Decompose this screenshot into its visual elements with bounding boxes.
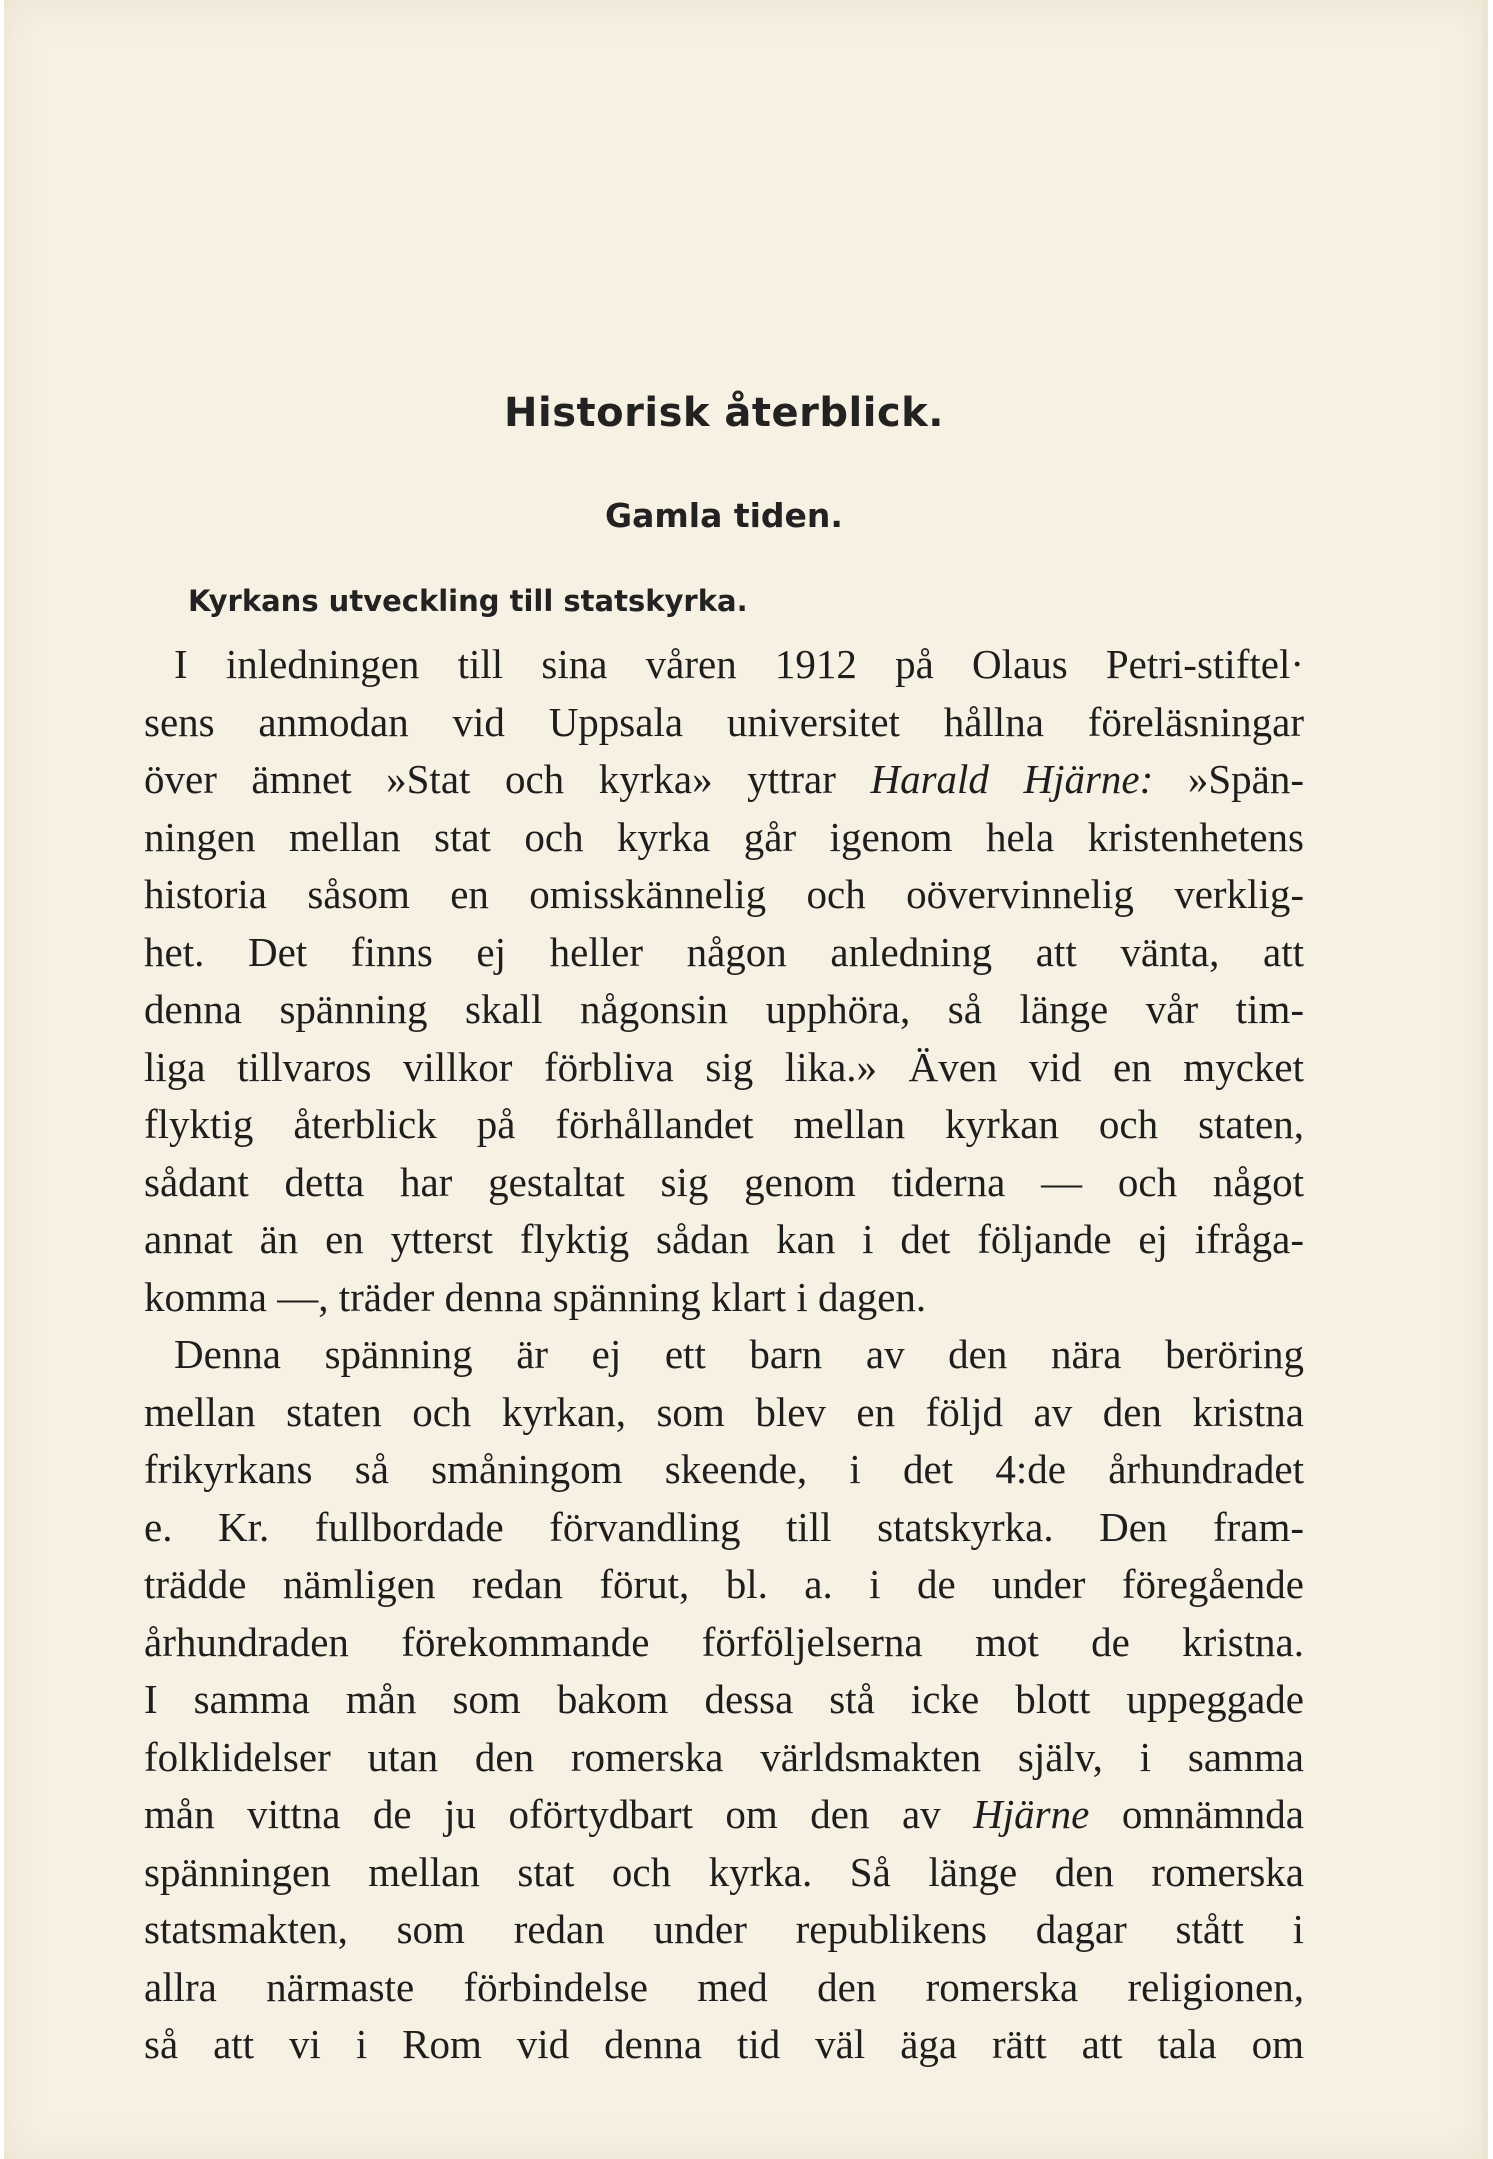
text-line: frikyrkans så småningom skeende, i det 4:de århundradet [144, 1446, 1304, 1492]
text-run: över ämnet »Stat och kyrka» yttrar [144, 756, 871, 802]
text-line: denna spänning skall någonsin upphöra, så länge vår tim- [144, 986, 1304, 1032]
text-line: spänningen mellan stat och kyrka. Så länge den romerska [144, 1848, 1304, 1895]
text-line: I inledningen till sina våren 1912 på Olaus Petri-stiftel· [174, 641, 1304, 687]
document-page [4, 0, 1488, 2159]
page-edge [1482, 0, 1488, 2159]
text-line: Denna spänning är ej ett barn av den nära beröring [174, 1331, 1304, 1377]
text-line: I samma mån som bakom dessa stå icke blott uppeggade [144, 1676, 1304, 1722]
text-line: sådant detta har gestaltat sig genom tiderna — och något [144, 1158, 1304, 1205]
text-line: ningen mellan stat och kyrka går igenom hela kristenhetens [144, 813, 1304, 860]
text-line: så att vi i Rom vid denna tid väl äga rätt att tala om [144, 2021, 1304, 2067]
text-line: flyktig återblick på förhållandet mellan kyrkan och staten, [144, 1101, 1304, 1147]
text-run: mån vittna de ju oförtydbart om den av [144, 1791, 974, 1837]
page-title: Historisk återblick. [504, 390, 944, 436]
body-text [144, 636, 1304, 2074]
text-run: omnämnda [1089, 1791, 1304, 1837]
chapter-subtitle: Gamla tiden. [605, 496, 843, 535]
text-line: mellan staten och kyrkan, som blev en följd av den kristna [144, 1388, 1304, 1435]
author-name-italic: Harald Hjärne: [870, 756, 1154, 802]
text-line: sens anmodan vid Uppsala universitet hållna föreläsningar [144, 698, 1304, 745]
text-line: annat än en ytterst flyktig sådan kan i det följande ej ifråga- [144, 1216, 1304, 1262]
text-line: e. Kr. fullbordade förvandling till statskyrka. Den fram- [144, 1503, 1304, 1550]
text-line: folklidelser utan den romerska världsmakten själv, i samma [144, 1733, 1304, 1780]
text-line [144, 1786, 1304, 1844]
text-line: liga tillvaros villkor förbliva sig lika.» Även vid en mycket [144, 1043, 1304, 1090]
text-line: århundraden förekommande förföljelserna mot de kristna. [144, 1618, 1304, 1665]
text-run: »Spän- [1153, 756, 1305, 802]
section-heading: Kyrkans utveckling till statskyrka. [188, 584, 748, 618]
text-line: komma —, träder denna spänning klart i dagen. [144, 1273, 927, 1320]
text-line [144, 751, 1304, 809]
text-line: trädde nämligen redan förut, bl. a. i de under föregående [144, 1561, 1304, 1607]
text-line: statsmakten, som redan under republikens dagar stått i [144, 1906, 1304, 1952]
text-line: allra närmaste förbindelse med den romerska religionen, [144, 1963, 1304, 2010]
author-name-italic: Hjärne [973, 1791, 1090, 1837]
text-line: het. Det finns ej heller någon anledning att vänta, att [144, 928, 1304, 975]
text-line: historia såsom en omisskännelig och oövervinnelig verklig- [144, 871, 1304, 917]
